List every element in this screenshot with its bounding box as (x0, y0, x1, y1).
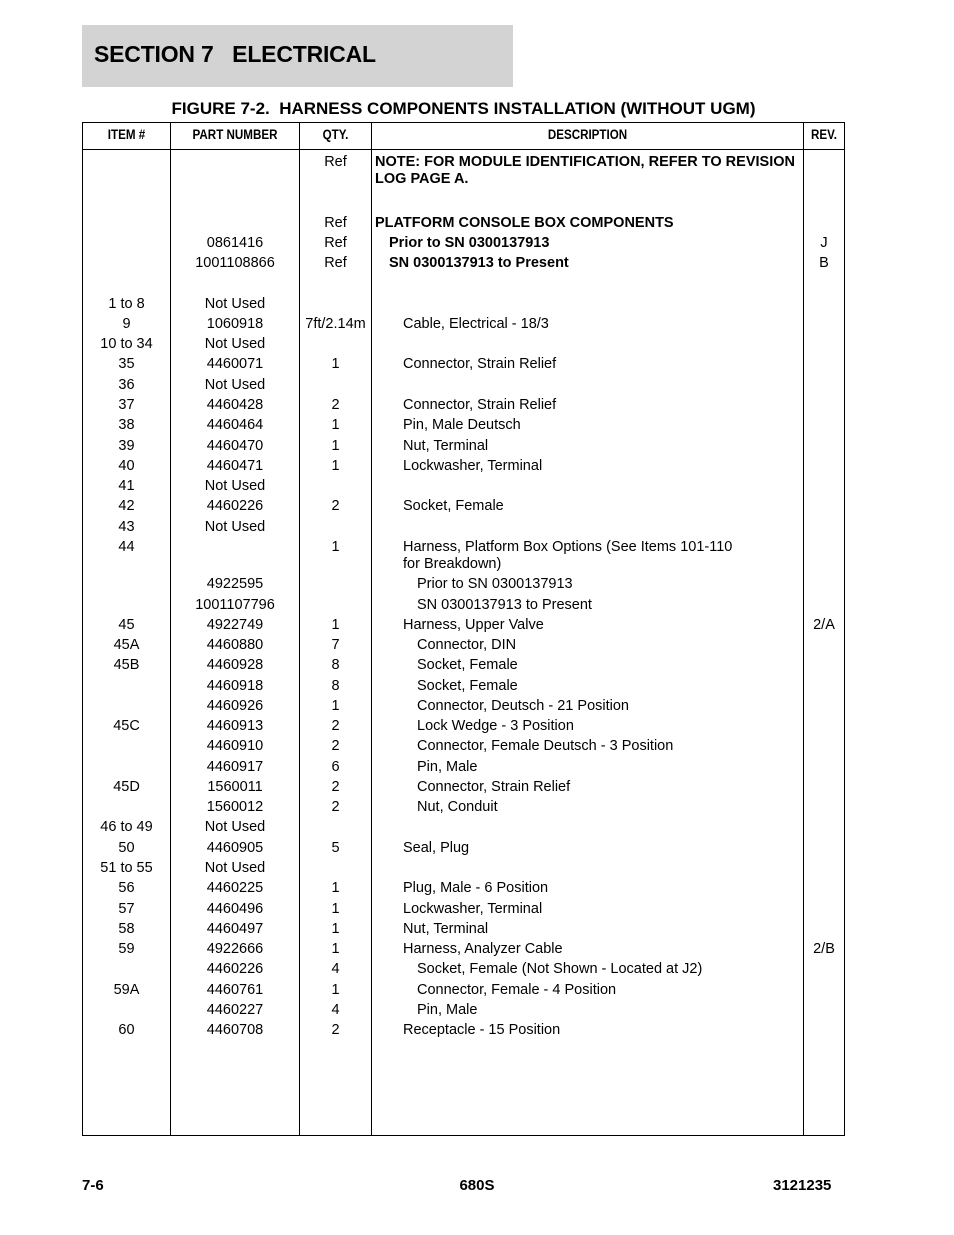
item-number: 60 (118, 1022, 135, 1038)
part-number: 4460761 (206, 982, 264, 998)
part-number: 4460497 (206, 921, 264, 937)
item-number: 10 to 34 (100, 336, 153, 352)
part-number: 4460227 (206, 1002, 264, 1018)
description: Lockwasher, Terminal (403, 901, 543, 917)
quantity: 1 (331, 921, 340, 937)
description: Plug, Male - 6 Position (403, 880, 549, 896)
item-number: 40 (118, 458, 135, 474)
description: SN 0300137913 to Present (389, 255, 569, 271)
part-number: 4460226 (206, 961, 264, 977)
description: SN 0300137913 to Present (417, 597, 592, 613)
description: Lockwasher, Terminal (403, 458, 543, 474)
quantity: 2 (331, 779, 340, 795)
item-number: 46 to 49 (100, 819, 153, 835)
description: PLATFORM CONSOLE BOX COMPONENTS (375, 215, 674, 231)
description: Pin, Male (417, 1002, 478, 1018)
item-number: 9 (122, 316, 131, 332)
part-number: Not Used (204, 860, 266, 876)
quantity: Ref (324, 235, 347, 251)
header-part-number: PART NUMBER (192, 127, 278, 142)
quantity: 8 (331, 657, 340, 673)
figure-title: FIGURE 7-2. HARNESS COMPONENTS INSTALLATION (WITHOUT UGM) (171, 99, 756, 118)
model-number: 680S (459, 1177, 495, 1194)
quantity: 1 (331, 941, 340, 957)
quantity: Ref (324, 255, 347, 271)
item-number: 35 (118, 356, 135, 372)
revision: J (820, 235, 828, 251)
part-number: 4460910 (206, 738, 264, 754)
item-number: 57 (118, 901, 135, 917)
part-number: 4922749 (206, 617, 264, 633)
part-number: 1560011 (207, 779, 263, 795)
description: Connector, Deutsch - 21 Position (417, 698, 629, 714)
item-number: 38 (118, 417, 135, 433)
parts-table (82, 122, 845, 1136)
header-item: ITEM # (107, 127, 146, 142)
description: Cable, Electrical - 18/3 (403, 316, 549, 332)
quantity: 2 (331, 799, 340, 815)
section-title: SECTION 7 ELECTRICAL (94, 41, 376, 67)
part-number: 4460226 (206, 498, 264, 514)
quantity: 2 (331, 738, 340, 754)
item-number: 43 (118, 519, 135, 535)
description: NOTE: FOR MODULE IDENTIFICATION, REFER TO REVISION LOG PAGE A. (375, 154, 795, 187)
item-number: 58 (118, 921, 135, 937)
description: Harness, Analyzer Cable (403, 941, 563, 957)
description: Seal, Plug (403, 840, 470, 856)
description: Connector, Strain Relief (403, 397, 557, 413)
part-number: 4460905 (206, 840, 264, 856)
description: Connector, Female Deutsch - 3 Position (417, 738, 674, 754)
part-number: Not Used (204, 377, 266, 393)
item-number: 42 (118, 498, 135, 514)
quantity: 1 (331, 698, 340, 714)
revision: 2/B (813, 941, 835, 957)
quantity: 1 (331, 458, 340, 474)
quantity: 8 (331, 678, 340, 694)
column-divider (371, 123, 372, 1135)
description: Lock Wedge - 3 Position (417, 718, 574, 734)
part-number: 4922666 (206, 941, 264, 957)
item-number: 1 to 8 (108, 296, 145, 312)
quantity: 1 (331, 880, 340, 896)
item-number: 51 to 55 (100, 860, 153, 876)
quantity: 1 (331, 982, 340, 998)
page-number: 7-6 (82, 1177, 104, 1194)
item-number: 45 (118, 617, 135, 633)
description: Nut, Terminal (403, 438, 489, 454)
description: Prior to SN 0300137913 (417, 576, 573, 592)
revision: 2/A (813, 617, 835, 633)
part-number: Not Used (204, 519, 266, 535)
description: Pin, Male (417, 759, 478, 775)
description: Harness, Upper Valve (403, 617, 544, 633)
item-number: 36 (118, 377, 135, 393)
item-number: 45C (113, 718, 140, 734)
part-number: 4460913 (206, 718, 264, 734)
quantity: 5 (331, 840, 340, 856)
quantity: 7ft/2.14m (305, 316, 366, 332)
quantity: 2 (331, 718, 340, 734)
item-number: 45A (113, 637, 140, 653)
section-header (82, 25, 513, 87)
part-number: 4460428 (206, 397, 264, 413)
description: Socket, Female (403, 498, 504, 514)
description: Harness, Platform Box Options (See Items 101-110 for Breakdown) (403, 539, 733, 572)
header-description: DESCRIPTION (547, 127, 628, 142)
part-number: 1001107796 (195, 597, 275, 613)
header-rev: REV. (810, 127, 838, 142)
description: Socket, Female (417, 657, 518, 673)
description: Connector, Strain Relief (417, 779, 571, 795)
description: Connector, Female - 4 Position (417, 982, 617, 998)
quantity: 1 (331, 539, 340, 555)
quantity: Ref (324, 215, 347, 231)
item-number: 56 (118, 880, 135, 896)
description: Connector, Strain Relief (403, 356, 557, 372)
document-number: 3121235 (773, 1177, 832, 1194)
part-number: 0861416 (206, 235, 264, 251)
description: Receptacle - 15 Position (403, 1022, 561, 1038)
item-number: 59 (118, 941, 135, 957)
part-number: 4460464 (206, 417, 264, 433)
quantity: 1 (331, 356, 340, 372)
part-number: 1060918 (206, 316, 264, 332)
description: Nut, Terminal (403, 921, 489, 937)
item-number: 45D (113, 779, 140, 795)
revision: B (819, 255, 829, 271)
part-number: Not Used (204, 336, 266, 352)
part-number: 4460471 (206, 458, 264, 474)
description: Connector, DIN (417, 637, 517, 653)
quantity: 2 (331, 1022, 340, 1038)
quantity: 4 (331, 1002, 340, 1018)
part-number: 4460071 (206, 356, 264, 372)
part-number: 4460918 (206, 678, 264, 694)
header-qty: QTY. (322, 127, 349, 142)
part-number: 4460225 (206, 880, 264, 896)
quantity: 7 (331, 637, 340, 653)
description: Pin, Male Deutsch (403, 417, 521, 433)
part-number: 4460926 (206, 698, 264, 714)
quantity: Ref (324, 154, 347, 170)
part-number: 1560012 (206, 799, 264, 815)
item-number: 59A (113, 982, 140, 998)
description: Nut, Conduit (417, 799, 498, 815)
quantity: 1 (331, 617, 340, 633)
quantity: 1 (331, 438, 340, 454)
item-number: 50 (118, 840, 135, 856)
part-number: 4460917 (206, 759, 264, 775)
item-number: 44 (118, 539, 135, 555)
description: Socket, Female (417, 678, 518, 694)
quantity: 1 (331, 417, 340, 433)
quantity: 2 (331, 498, 340, 514)
quantity: 4 (331, 961, 340, 977)
item-number: 41 (118, 478, 135, 494)
item-number: 37 (118, 397, 135, 413)
item-number: 45B (113, 657, 140, 673)
item-number: 39 (118, 438, 135, 454)
part-number: 4460470 (206, 438, 264, 454)
part-number: 4922595 (206, 576, 264, 592)
description: Socket, Female (Not Shown - Located at J2) (417, 961, 703, 977)
quantity: 2 (331, 397, 340, 413)
description: Prior to SN 0300137913 (389, 235, 550, 251)
part-number: Not Used (204, 478, 266, 494)
part-number: Not Used (204, 296, 266, 312)
part-number: 4460496 (206, 901, 264, 917)
header-divider (83, 149, 844, 150)
part-number: 4460928 (206, 657, 264, 673)
quantity: 1 (331, 901, 340, 917)
part-number: 4460880 (206, 637, 264, 653)
part-number: 4460708 (206, 1022, 264, 1038)
part-number: Not Used (204, 819, 266, 835)
quantity: 6 (331, 759, 340, 775)
part-number: 1001108866 (195, 255, 275, 271)
